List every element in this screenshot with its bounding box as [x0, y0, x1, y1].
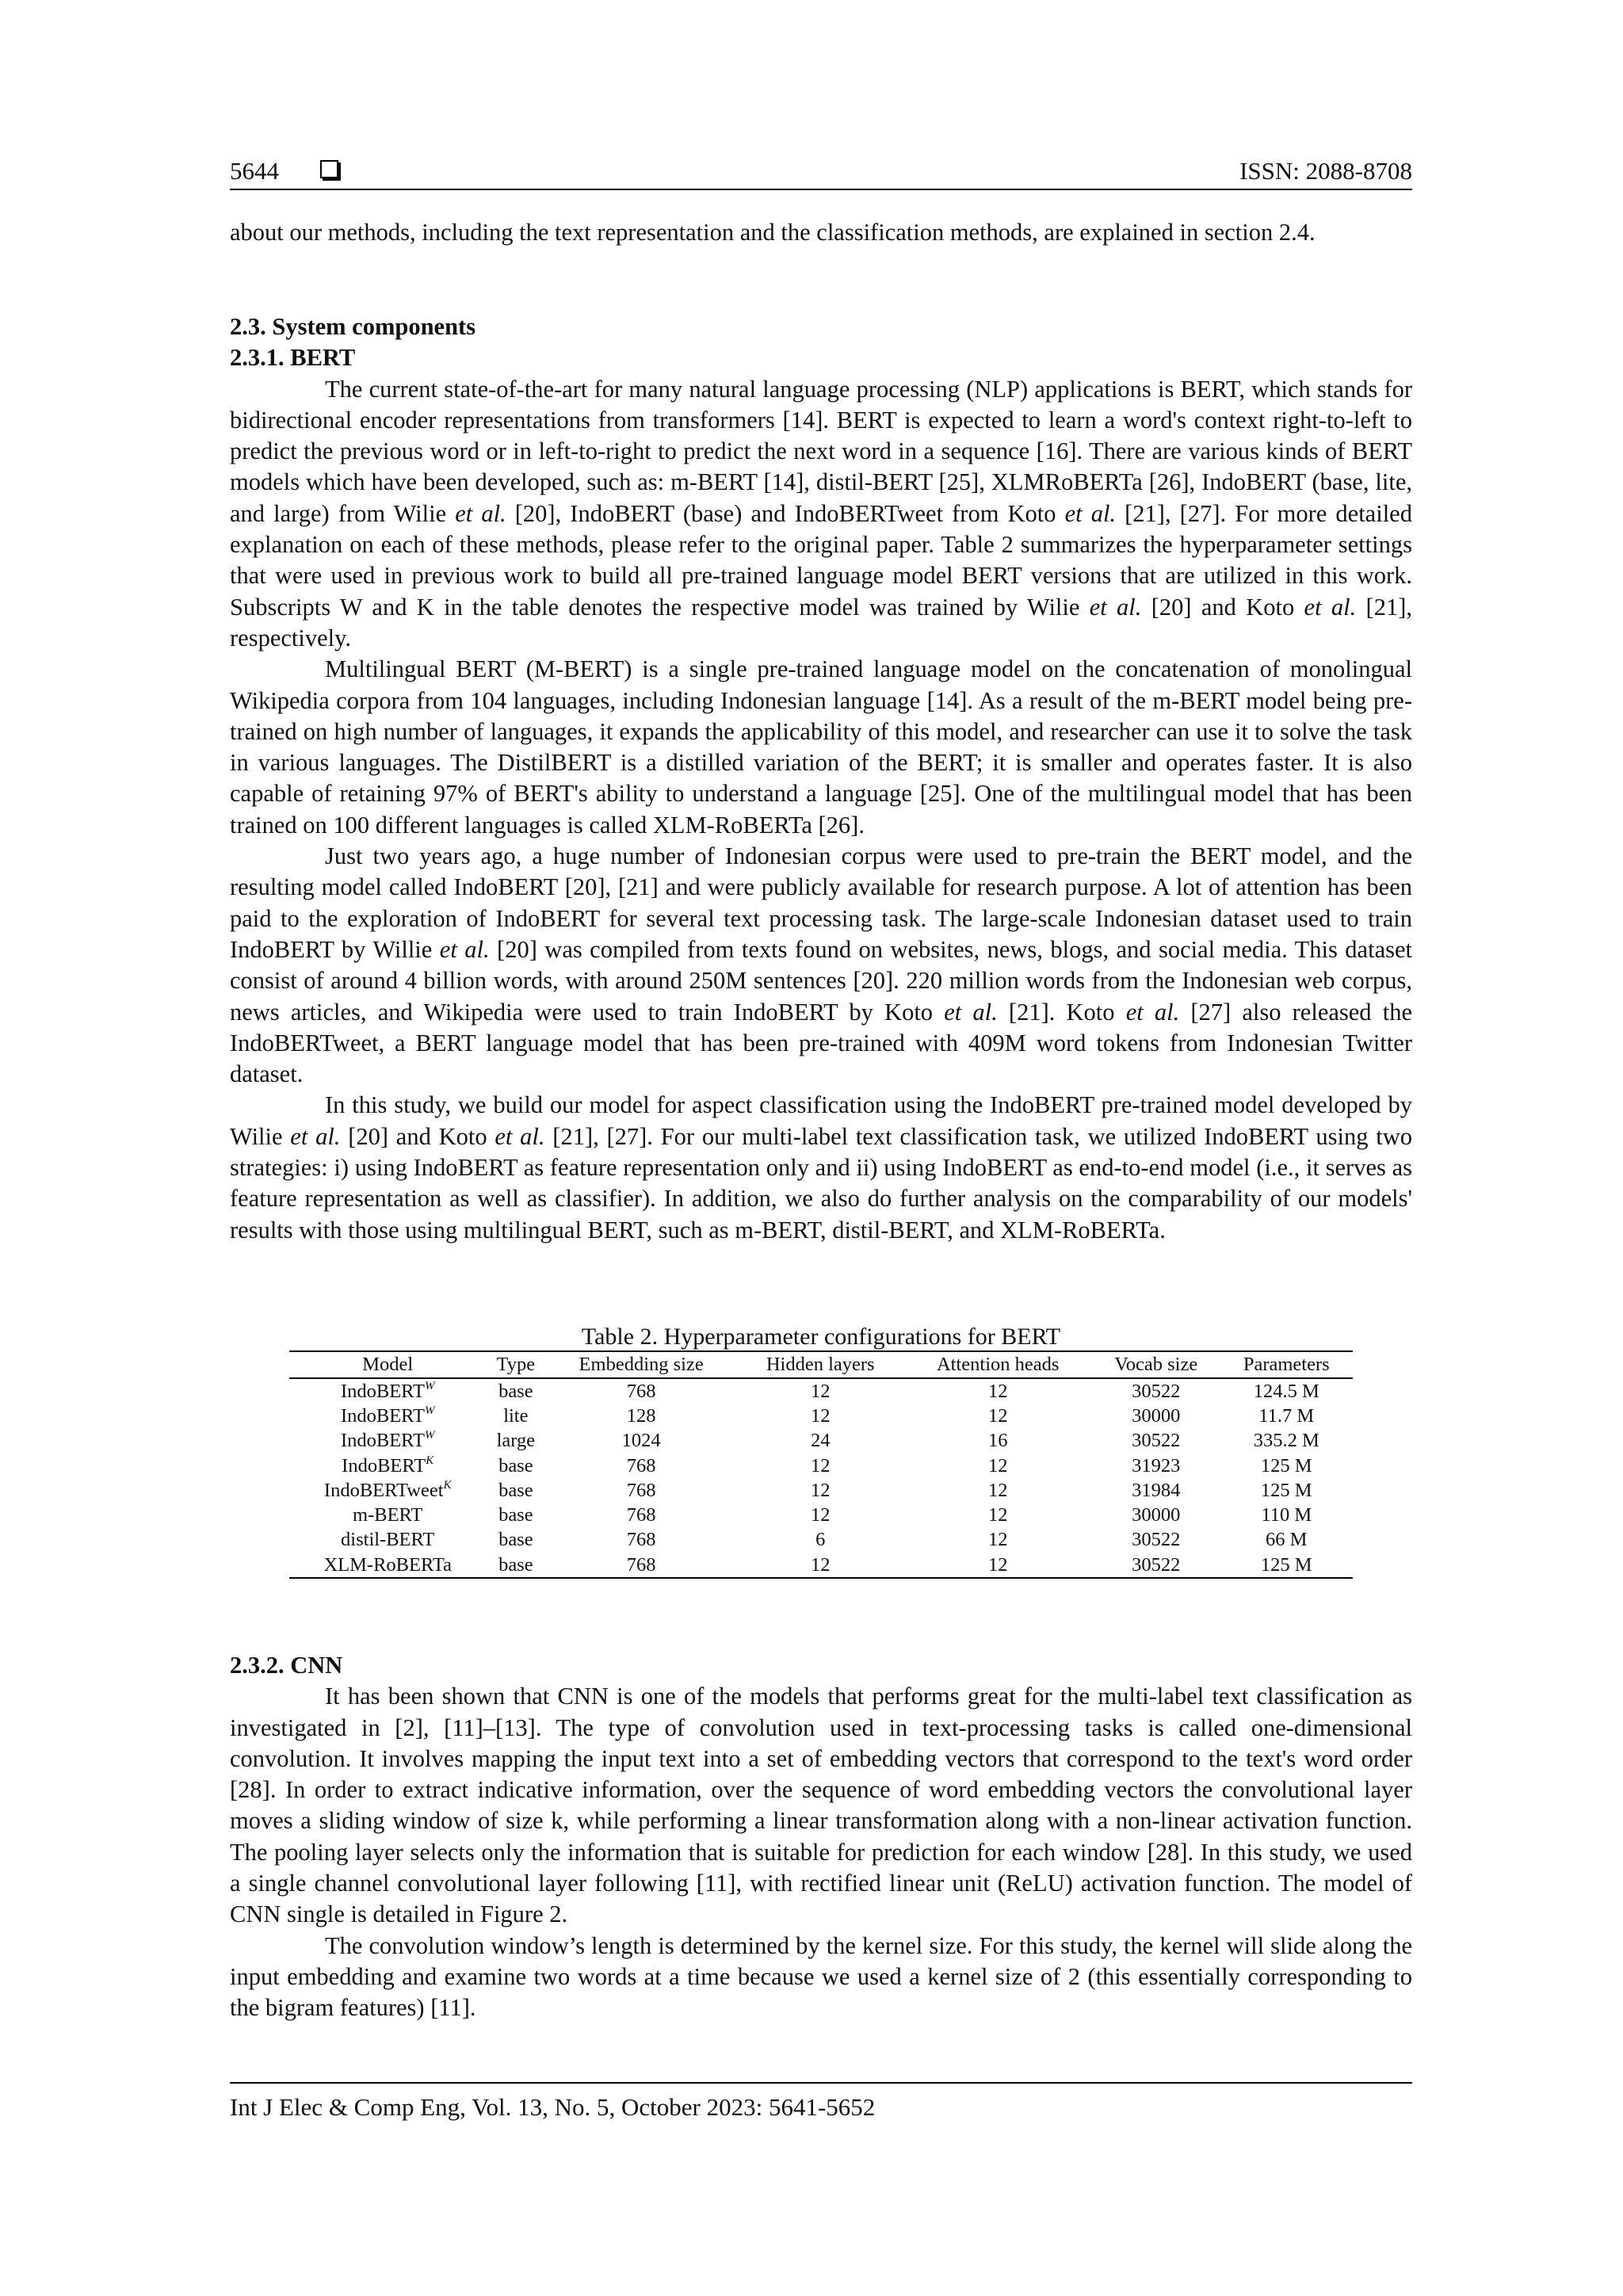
table-row: [289, 1503, 1353, 1527]
page-footer: [230, 2082, 1412, 2122]
cell-vocab: 31923: [1132, 1454, 1181, 1477]
cell-embedding: 768: [626, 1529, 656, 1551]
cell-model: distil-BERT: [341, 1529, 435, 1551]
column-header: Vocab size: [1092, 1351, 1220, 1378]
cnn-paragraph-2: The convolution window’s length is determined by the kernel size. For this study, the kernel will slide along the input embedding and examine two words at a time because we used a kernel size of 2 (this essentially corresponding to the bigram features) [11].: [230, 1931, 1412, 2022]
table-caption: Table 2. Hyperparameter configurations for BERT: [581, 1324, 1061, 1350]
bert-paragraph-4: In this study, we build our model for aspect classification using the IndoBERT pre-trained model developed by Wilie et al. [20] and Koto et al. [21], [27]. For our multi-label text classification task, we utilized IndoBERT using two strategies: i) using IndoBERT as feature representation only and ii) using IndoBERT as end-to-end model (i.e., it serves as feature representation as well as classifier). In addition, we also do further analysis on the comparability of our models' results with those using multilingual BERT, such as m-BERT, distil-BERT, and XLM-RoBERTa.: [230, 1091, 1412, 1244]
table-row: [289, 1478, 1353, 1503]
subsection-heading-bert: 2.3.1. BERT: [230, 344, 356, 372]
cell-hidden: 12: [810, 1404, 831, 1427]
cell-params: 124.5 M: [1253, 1380, 1319, 1402]
cell-vocab: 30522: [1132, 1430, 1181, 1452]
table-row: [289, 1404, 1353, 1428]
cell-heads: 12: [987, 1404, 1008, 1427]
issn-label: ISSN: 2088-8708: [1239, 157, 1412, 185]
square-box-icon: [320, 160, 338, 178]
cell-params: 125 M: [1260, 1479, 1312, 1501]
cell-embedding: 768: [626, 1454, 656, 1477]
bert-paragraph-1: The current state-of-the-art for many natural language processing (NLP) applications is BERT, which stands for bidirectional encoder representations from transformers [14]. BERT is expected to learn a word's context right-to-left to predict the previous word or in left-to-right to predict the next word in a sequence [16]. There are various kinds of BERT models which have been developed, such as: m-BERT [14], distil-BERT [25], XLMRoBERTa [26], IndoBERT (base, lite, and large) from Wilie et al. [20], IndoBERT (base) and IndoBERTweet from Koto et al. [21], [27]. For more detailed explanation on each of these methods, please refer to the original paper. Table 2 summarizes the hyperparameter settings that were used in previous work to build all pre-trained language model BERT versions that are utilized in this work. Subscripts W and K in the table denotes the respective model was trained by Wilie et al. [20] and Koto et al. [21], respectively.: [230, 375, 1412, 651]
table-header-row: [289, 1351, 1353, 1378]
cell-model: IndoBERT$^W$: [340, 1379, 435, 1402]
section-heading: 2.3. System components: [230, 313, 476, 340]
cell-hidden: 12: [810, 1504, 831, 1526]
column-header: Embedding size: [545, 1351, 737, 1378]
cell-type: lite: [503, 1404, 529, 1427]
cnn-section: [230, 1650, 1412, 2024]
cell-vocab: 30522: [1132, 1529, 1181, 1551]
cell-model: IndoBERT$^W$: [340, 1429, 435, 1452]
cell-heads: 12: [987, 1504, 1008, 1526]
cell-heads: 12: [987, 1454, 1008, 1477]
cell-heads: 12: [987, 1529, 1008, 1551]
cell-heads: 12: [987, 1380, 1008, 1402]
subsection-heading-cnn: 2.3.2. CNN: [230, 1652, 343, 1679]
cell-type: base: [498, 1479, 533, 1501]
cell-model: m-BERT: [353, 1504, 423, 1526]
cell-embedding: 768: [626, 1504, 656, 1526]
cell-type: base: [498, 1529, 533, 1551]
cell-embedding: 1024: [621, 1430, 661, 1452]
cell-heads: 12: [987, 1479, 1008, 1501]
cell-type: base: [498, 1454, 533, 1477]
cell-params: 125 M: [1220, 1553, 1354, 1578]
cell-model: XLM-RoBERTa: [289, 1553, 486, 1578]
column-header: Model: [289, 1351, 486, 1378]
column-header: Hidden layers: [737, 1351, 903, 1378]
cell-model: IndoBERT$^K$: [342, 1454, 434, 1477]
cell-hidden: 6: [815, 1529, 826, 1551]
table-row: [289, 1528, 1353, 1553]
cell-type: base: [498, 1504, 533, 1526]
page-header: [230, 157, 1412, 190]
cell-vocab: 30000: [1132, 1504, 1181, 1526]
table-row: [289, 1378, 1353, 1404]
cell-params: 125 M: [1260, 1454, 1312, 1477]
cell-heads: 12: [903, 1553, 1092, 1578]
cell-params: 11.7 M: [1258, 1404, 1315, 1427]
cell-embedding: 128: [626, 1404, 656, 1427]
column-header: Type: [486, 1351, 545, 1378]
cell-params: 335.2 M: [1253, 1430, 1319, 1452]
cell-type: base: [498, 1380, 533, 1402]
table-row: [289, 1454, 1353, 1478]
cell-embedding: 768: [626, 1380, 656, 1402]
cell-embedding: 768: [626, 1479, 656, 1501]
column-header: Parameters: [1220, 1351, 1354, 1378]
cell-hidden: 12: [737, 1553, 903, 1578]
cell-vocab: 31984: [1132, 1479, 1181, 1501]
page-number: 5644: [230, 157, 279, 185]
bert-paragraph-3: Just two years ago, a huge number of Indonesian corpus were used to pre-train the BERT model, and the resulting model called IndoBERT [20], [21] and were publicly available for research purpose. A lot of attention has been paid to the exploration of IndoBERT for several text processing task. The large-scale Indonesian dataset used to train IndoBERT by Willie et al. [20] was compiled from texts found on websites, news, blogs, and social media. This dataset consist of around 4 billion words, with around 250M sentences [20]. 220 million words from the Indonesian web corpus, news articles, and Wikipedia were used to train IndoBERT by Koto et al. [21]. Koto et al. [27] also released the IndoBERTweet, a BERT language model that has been pre-trained with 409M word tokens from Indonesian Twitter dataset.: [230, 842, 1412, 1088]
cnn-paragraph-1: It has been shown that CNN is one of the models that performs great for the multi-label text classification as investigated in [2], [11]–[13]. The type of convolution used in text-processing tasks is called one-dimensional convolution. It involves mapping the input text into a set of embedding vectors that correspond to the text's word order [28]. In order to extract indicative information, over the sequence of word embedding vectors the convolutional layer moves a sliding window of size k, while performing a linear transformation along with a non-linear activation function. The pooling layer selects only the information that is suitable for prediction for each window [28]. In this study, we used a single channel convolutional layer following [11], with rectified linear unit (ReLU) activation function. The model of CNN single is detailed in Figure 2.: [230, 1683, 1412, 1928]
cell-params: 110 M: [1261, 1504, 1312, 1526]
journal-citation: Int J Elec & Comp Eng, Vol. 13, No. 5, October 2023: 5641-5652: [230, 2093, 876, 2121]
cell-params: 66 M: [1266, 1529, 1308, 1551]
cell-model: IndoBERT$^W$: [340, 1404, 435, 1427]
intro-text-block: [230, 217, 1412, 248]
cell-embedding: 768: [545, 1553, 737, 1578]
table-body: [289, 1378, 1353, 1578]
cell-vocab: 30000: [1132, 1404, 1181, 1427]
cell-heads: 16: [987, 1430, 1008, 1452]
table-row: [289, 1429, 1353, 1454]
cell-hidden: 24: [810, 1430, 831, 1452]
cell-vocab: 30522: [1132, 1380, 1181, 1402]
hyperparameter-table-block: [289, 1324, 1353, 1579]
hyperparameter-table: [289, 1350, 1353, 1579]
bert-section: [230, 311, 1412, 1246]
table-row: [289, 1553, 1353, 1578]
cell-hidden: 12: [810, 1454, 831, 1477]
cell-type: base: [486, 1553, 545, 1578]
cell-hidden: 12: [810, 1479, 831, 1501]
cell-hidden: 12: [810, 1380, 831, 1402]
bert-paragraph-2: Multilingual BERT (M-BERT) is a single pre-trained language model on the concatenation of monolingual Wikipedia corpora from 104 languages, including Indonesian language [14]. As a result of the m-BERT model being pre-trained on high number of languages, it expands the applicability of this model, and researcher can use it to solve the task in various languages. The DistilBERT is a distilled variation of the BERT; it is smaller and operates faster. It is also capable of retaining 97% of BERT's ability to understand a language [25]. One of the multilingual model that has been trained on 100 different languages is called XLM-RoBERTa [26].: [230, 655, 1412, 839]
intro-paragraph: about our methods, including the text representation and the classification methods, are explained in section 2.4.: [230, 219, 1316, 246]
cell-model: IndoBERTweet$^K$: [323, 1478, 452, 1501]
column-header: Attention heads: [903, 1351, 1092, 1378]
cell-vocab: 30522: [1092, 1553, 1220, 1578]
cell-type: large: [496, 1430, 536, 1452]
